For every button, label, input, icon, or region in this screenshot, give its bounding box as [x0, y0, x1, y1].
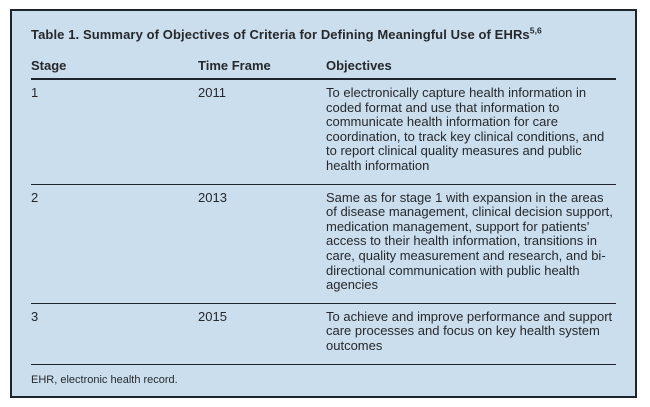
cell-time-frame: 2011: [198, 85, 226, 100]
table-title: [31, 27, 616, 42]
table-row: [31, 184, 616, 303]
cell-stage: 1: [31, 85, 39, 100]
cell-stage: 3: [31, 308, 39, 324]
table-title-citation: 5,6: [529, 25, 542, 36]
cell-stage: 2: [31, 189, 39, 205]
table-title-text: Table 1. Summary of Objectives of Criteria for Defining Meaningful Use of EHRs: [31, 27, 530, 42]
cell-time-frame: 2013: [198, 189, 227, 205]
column-header-stage: Stage: [31, 58, 67, 73]
table-card: [10, 9, 637, 398]
table-footnote: EHR, electronic health record.: [31, 364, 616, 386]
table-row: [31, 303, 616, 364]
cell-objectives: To electronically capture health information in coded format and use that information to communicate health information for care coordination, to track key clinical conditions, and to report clinical quality measures and public health information: [326, 85, 605, 173]
column-header-objectives: Objectives: [326, 58, 392, 73]
table-row: [31, 80, 616, 184]
cell-objectives: Same as for stage 1 with expansion in the areas of disease management, clinical decision support, medication management, support for patients' access to their health information, transitions in care, quality measurement and research, and bi-directional communication with public health agencies: [326, 189, 613, 293]
cell-objectives: To achieve and improve performance and support care processes and focus on key health system outcomes: [326, 308, 613, 353]
cell-time-frame: 2015: [198, 308, 227, 324]
table-header-row: [31, 58, 616, 80]
column-header-time-frame: Time Frame: [198, 58, 271, 73]
